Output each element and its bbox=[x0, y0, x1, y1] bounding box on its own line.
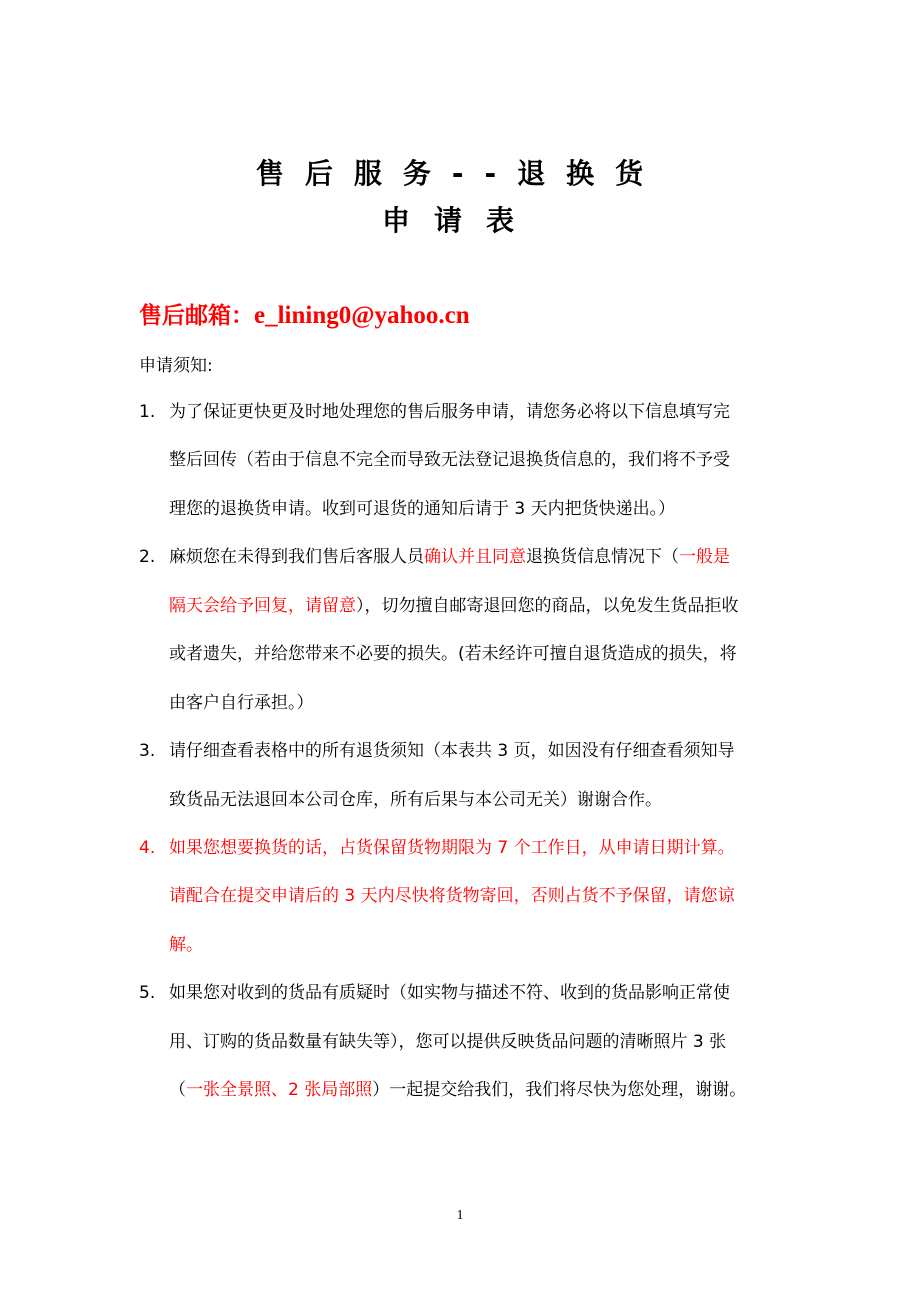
text-segment: 麻烦您在未得到我们售后客服人员 bbox=[169, 547, 424, 567]
notice-item-line bbox=[169, 883, 735, 909]
text-segment: 由客户自行承担。） bbox=[169, 693, 314, 713]
notice-item-line bbox=[169, 593, 739, 619]
text-segment: 退换货信息情况下（ bbox=[526, 547, 679, 567]
text-segment: ），切勿擅自邮寄退回您的商品，以免发生货品拒收 bbox=[356, 596, 739, 616]
notice-item-number: 3. bbox=[139, 741, 156, 761]
email-label: 售后邮箱： bbox=[139, 303, 254, 329]
text-segment: 整后回传（若由于信息不完全而导致无法登记退换货信息的，我们将不予受 bbox=[169, 450, 730, 470]
notice-item-line bbox=[169, 980, 730, 1006]
notice-item-number: 4. bbox=[139, 838, 156, 858]
text-segment: 如果您对收到的货品有质疑时（如实物与描述不符、收到的货品影响正常使 bbox=[169, 983, 730, 1003]
notice-item-number: 5. bbox=[139, 983, 156, 1003]
title-line-2: 申请表 bbox=[381, 204, 538, 237]
title-line-1: 售后服务--退换货 bbox=[255, 157, 665, 190]
notice-item-line bbox=[169, 738, 735, 764]
text-segment: 用、订购的货品数量有缺失等），您可以提供反映货品问题的清晰照片 3 张 bbox=[169, 1032, 727, 1052]
text-segment: （ bbox=[169, 1080, 186, 1100]
email-address[interactable]: e_lining0@yahoo.cn bbox=[254, 302, 470, 329]
notice-item-line bbox=[169, 496, 675, 522]
highlighted-text: 一张全景照、2 张局部照 bbox=[186, 1080, 373, 1100]
highlighted-text: 隔天会给予回复，请留意 bbox=[169, 596, 356, 616]
highlighted-text: 确认并且同意 bbox=[424, 547, 526, 567]
text-segment: 致货品无法退回本公司仓库，所有后果与本公司无关）谢谢合作。 bbox=[169, 790, 662, 810]
service-email bbox=[139, 299, 470, 333]
text-segment: 为了保证更快更及时地处理您的售后服务申请，请您务必将以下信息填写完 bbox=[169, 402, 730, 422]
highlighted-text: 如果您想要换货的话，占货保留货物期限为 7 个工作日，从申请日期计算。 bbox=[169, 838, 735, 858]
text-segment: ）一起提交给我们，我们将尽快为您处理，谢谢。 bbox=[372, 1080, 747, 1100]
text-segment: 或者遗失，并给您带来不必要的损失。(若未经许可擅自退货造成的损失，将 bbox=[169, 644, 737, 664]
notice-item-line bbox=[169, 544, 730, 570]
highlighted-text: 一般是 bbox=[679, 547, 730, 567]
text-segment: 理您的退换货申请。收到可退货的通知后请于 3 天内把货快递出。） bbox=[169, 499, 676, 519]
notice-item-line bbox=[169, 641, 737, 667]
notice-heading: 申请须知: bbox=[139, 356, 213, 376]
notice-item-line bbox=[169, 399, 730, 425]
notice-item-line bbox=[169, 835, 735, 861]
notice-item-line bbox=[169, 447, 730, 473]
notice-item-line bbox=[169, 1029, 726, 1055]
notice-item-line bbox=[169, 690, 314, 716]
highlighted-text: 请配合在提交申请后的 3 天内尽快将货物寄回，否则占货不予保留，请您谅 bbox=[169, 886, 735, 906]
notice-item-line bbox=[169, 1077, 746, 1103]
notice-item-number: 1. bbox=[139, 402, 156, 422]
notice-item-line bbox=[169, 932, 203, 958]
text-segment: 请仔细查看表格中的所有退货须知（本表共 3 页，如因没有仔细查看须知导 bbox=[169, 741, 735, 761]
notice-item-line bbox=[169, 787, 662, 813]
page-number: 1 bbox=[456, 1208, 464, 1223]
notice-item-number: 2. bbox=[139, 547, 156, 567]
highlighted-text: 解。 bbox=[169, 935, 203, 955]
